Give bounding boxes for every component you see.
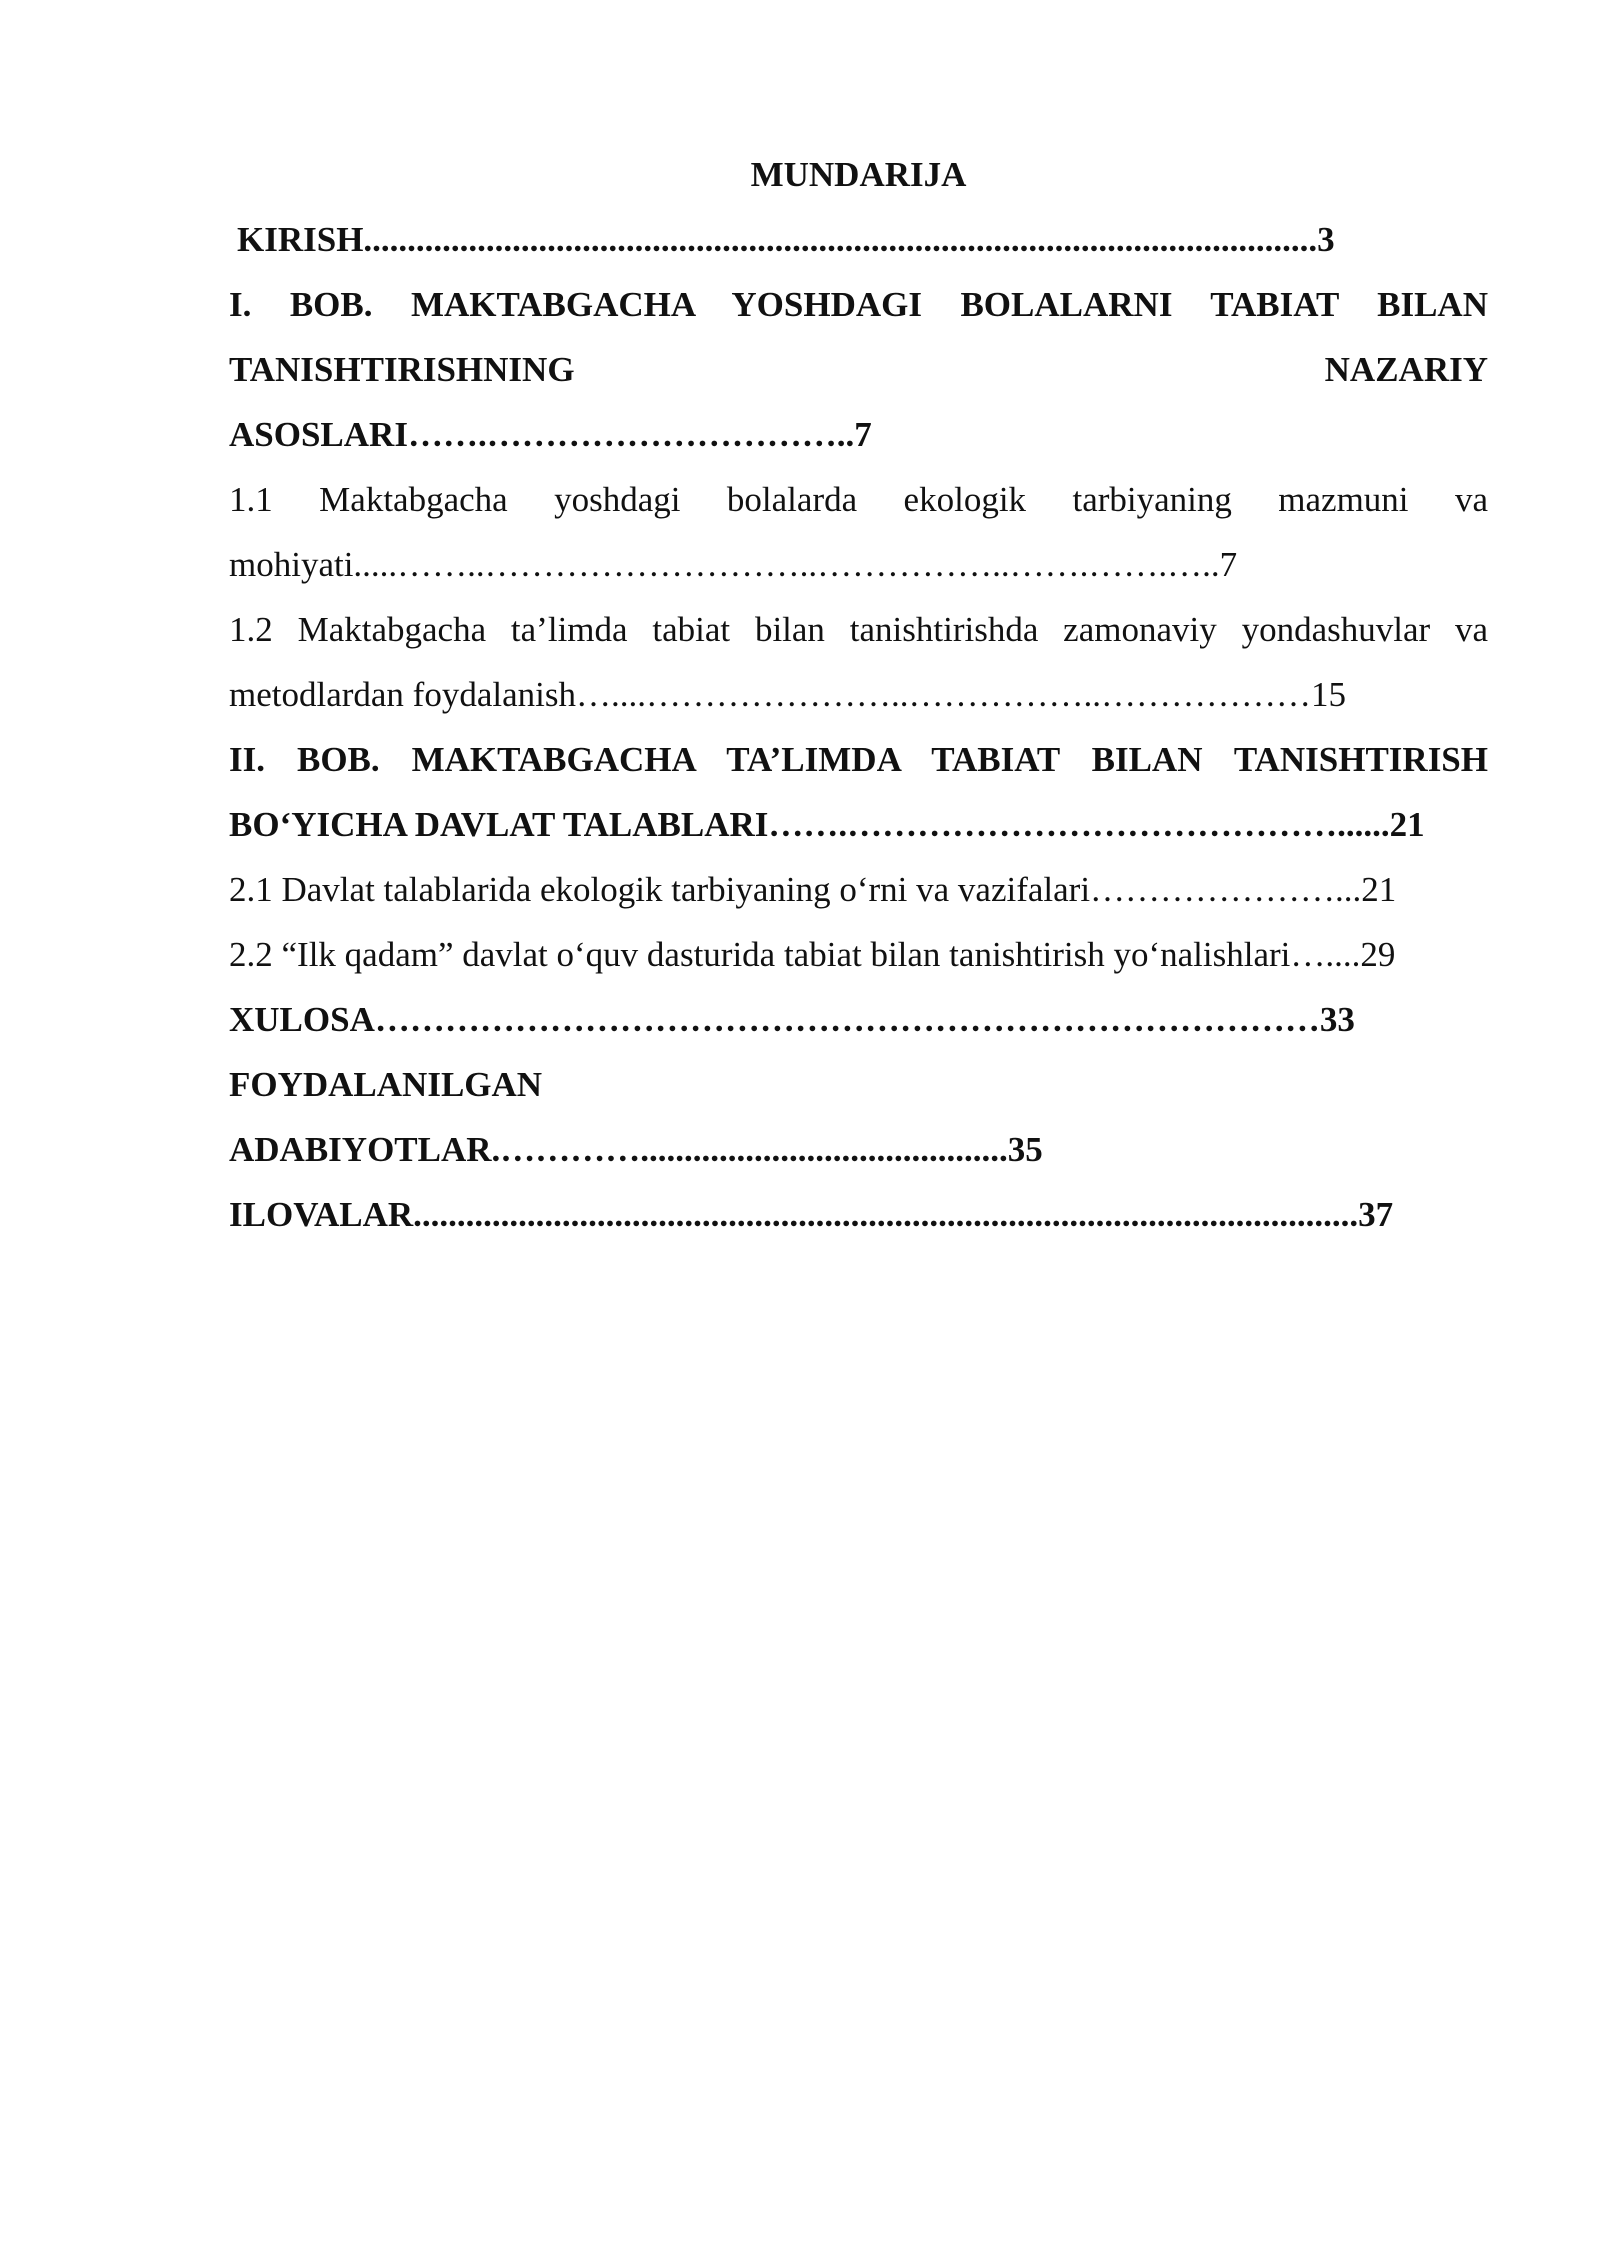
toc-text-segment: TANISHTIRISHNING — [229, 350, 575, 389]
toc-entry-references-line-2: ADABIYOTLAR.…………..........................................35 — [229, 1130, 1043, 1169]
toc-entry-chapter-1-line-3: ASOSLARI…….…………………………..7 — [229, 415, 872, 454]
toc-entry-xulosa: XULOSA………………………………………………………………………33 — [229, 1000, 1355, 1039]
toc-entry-section-1-1-line-2: mohiyati.....……..………………………..……………..…….…….…..7 — [229, 545, 1238, 584]
toc-entry-references-line-1: FOYDALANILGAN — [229, 1065, 543, 1104]
toc-entry-chapter-2-line-1: II. BOB. MAKTABGACHA TA’LIMDA TABIAT BILAN TANISHTIRISH — [229, 740, 1488, 779]
toc-entry-section-1-2-line-1: 1.2 Maktabgacha ta’limda tabiat bilan tanishtirishda zamonaviy yondashuvlar va — [229, 610, 1488, 649]
toc-entry-chapter-1-line-2 — [229, 337, 1488, 403]
toc-entry-chapter-2-line-2: BO‘YICHA DAVLAT TALABLARI…….……………………………………......21 — [229, 805, 1425, 844]
toc-entry-section-2-1: 2.1 Davlat talablarida ekologik tarbiyaning o‘rni va vazifalari…………………...21 — [229, 870, 1397, 909]
toc-entry-section-2-2: 2.2 “Ilk qadam” davlat o‘quv dasturida tabiat bilan tanishtirish yo‘nalishlari…....29 — [229, 935, 1396, 974]
toc-entry-chapter-1-line-1: I. BOB. MAKTABGACHA YOSHDAGI BOLALARNI TABIAT BILAN — [229, 285, 1488, 324]
toc-entry-section-1-2-line-2: metodlardan foydalanish…....…………………..……………..………………15 — [229, 675, 1346, 714]
page-title: MUNDARIJA — [750, 155, 967, 194]
toc-text-segment: NAZARIY — [1324, 350, 1488, 389]
toc-entry-ilovalar: ILOVALAR............................................................................................................37 — [229, 1195, 1394, 1234]
toc-entry-kirish: KIRISH.............................................................................................................3 — [237, 220, 1335, 259]
toc-entry-section-1-1-line-1: 1.1 Maktabgacha yoshdagi bolalarda ekologik tarbiyaning mazmuni va — [229, 480, 1488, 519]
